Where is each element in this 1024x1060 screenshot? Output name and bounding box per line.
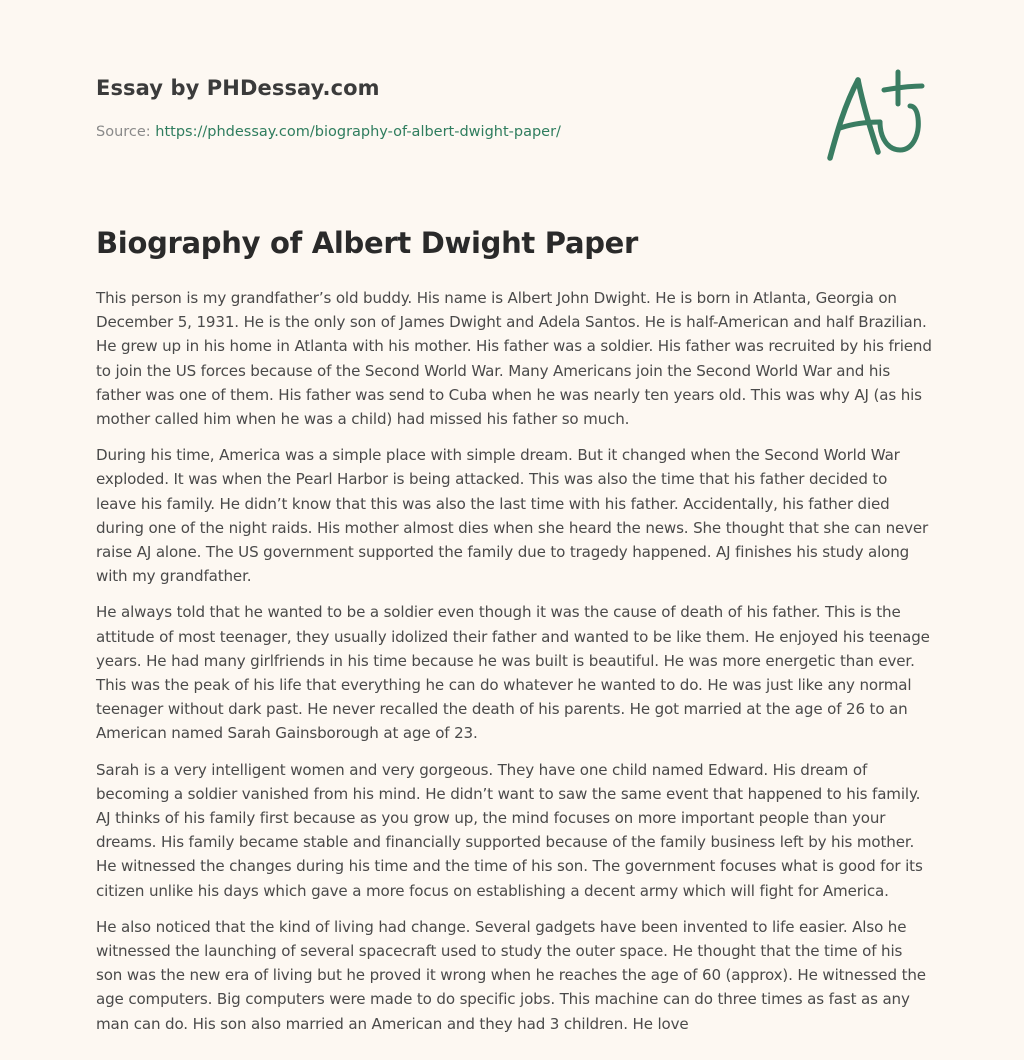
essay-paragraph: During his time, America was a simple place with simple dream. But it changed when the Second World War exploded. It was when the Pearl Harbor is being attacked. This was also the time that his father decided to leave his family. He didn’t know that this was also the last time with his father. Accidentally, his father died during one of the night raids. His mother almost dies when she heard the news. She thought that she can never raise AJ alone. The US government supported the family due to tragedy happened. AJ finishes his study along with my grandfather. xyxy=(96,446,929,586)
site-brand: Essay by PHDessay.com xyxy=(96,76,380,100)
source-label: Source: xyxy=(96,124,151,140)
a-plus-logo-icon xyxy=(818,66,930,166)
essay-paragraph: This person is my grandfather’s old buddy. His name is Albert John Dwight. He is born in Atlanta, Georgia on December 5, 1931. He is the only son of James Dwight and Adela Santos. He is half-American and half Brazilian. He grew up in his home in Atlanta with his mother. His father was a soldier. His father was recruited by his friend to join the US forces because of the Second World War. Many Americans join the Second World War and his father was one of them. His father was send to Cuba when he was nearly ten years old. This was why AJ (as his mother called him when he was a child) had missed his father so much. xyxy=(96,289,932,429)
source-line xyxy=(96,124,561,140)
page-title: Biography of Albert Dwight Paper xyxy=(96,226,639,260)
essay-paragraph: He always told that he wanted to be a soldier even though it was the cause of death of his father. This is the attitude of most teenager, they usually idolized their father and wanted to be like them. He enjoyed his teenage years. He had many girlfriends in his time because he was built is beautiful. He was more energetic than ever. This was the peak of his life that everything he can do whatever he wanted to do. He was just like any normal teenager without dark past. He never recalled the death of his parents. He got married at the age of 26 to an American named Sarah Gainsborough at age of 23. xyxy=(96,603,930,743)
essay-body xyxy=(96,286,932,1048)
source-link[interactable]: https://phdessay.com/biography-of-albert-dwight-paper/ xyxy=(155,124,561,140)
essay-paragraph: He also noticed that the kind of living had change. Several gadgets have been invented to life easier. Also he witnessed the launching of several spacecraft used to study the outer space. He thought that the time of his son was the new era of living but he proved it wrong when he reaches the age of 60 (approx). He witnessed the age computers. Big computers were made to do specific jobs. This machine can do three times as fast as any man can do. His son also married an American and they had 3 children. He love xyxy=(96,917,926,1033)
essay-paragraph: Sarah is a very intelligent women and very gorgeous. They have one child named Edward. His dream of becoming a soldier vanished from his mind. He didn’t want to saw the same event that happened to his family. AJ thinks of his family first because as you grow up, the mind focuses on more important people than your dreams. His family became stable and financially supported because of the family business left by his mother. He witnessed the changes during his time and the time of his son. The government focuses what is good for its citizen unlike his days which gave a more focus on establishing a decent army which will fight for America. xyxy=(96,760,923,900)
